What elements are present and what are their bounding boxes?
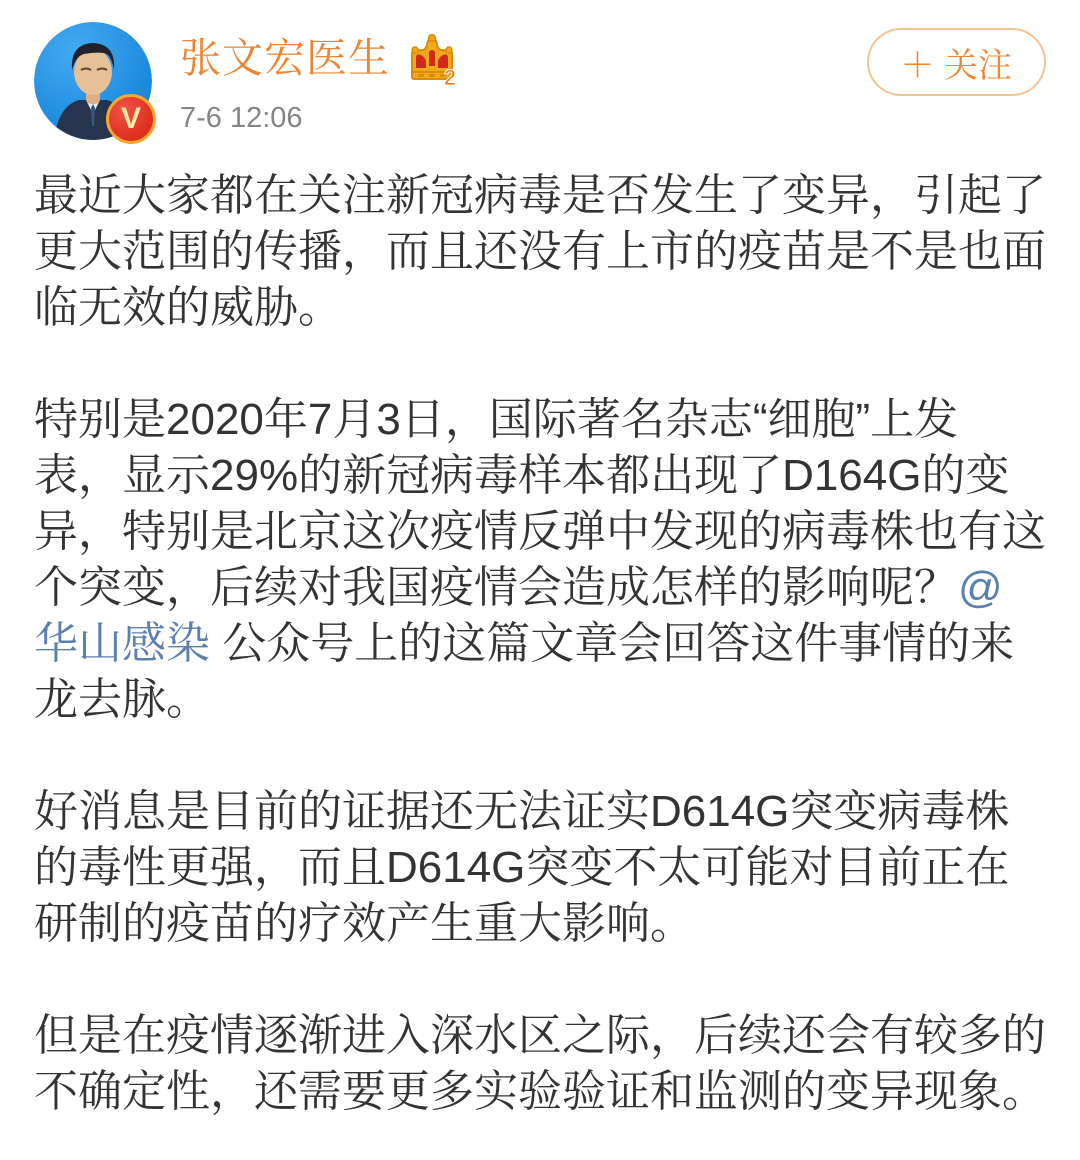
post-header bbox=[0, 22, 1080, 140]
follow-button[interactable]: ＋ 关注 bbox=[867, 28, 1046, 96]
post-paragraph-3: 好消息是目前的证据还无法证实D614G突变病毒株的毒性更强，而且D614G突变不太可能对目前正在研制的疫苗的疗效产生重大影响。 bbox=[34, 787, 1010, 948]
post-body bbox=[0, 168, 1080, 1120]
post-paragraph-2 bbox=[34, 392, 1046, 728]
vip-crown-icon[interactable] bbox=[404, 32, 460, 86]
paragraph-2-tail: 公众号上的这篇文章会回答这件事情的来龙去脉。 bbox=[34, 619, 1015, 724]
avatar[interactable] bbox=[34, 22, 152, 140]
user-name[interactable]: 张文宏医生 bbox=[180, 35, 390, 82]
user-info bbox=[180, 22, 867, 135]
vip-level-number: 2 bbox=[443, 65, 457, 86]
verified-v-icon: V bbox=[106, 94, 156, 144]
post-paragraph-1: 最近大家都在关注新冠病毒是否发生了变异，引起了更大范围的传播，而且还没有上市的疫苗是不是也面临无效的威胁。 bbox=[34, 171, 1046, 332]
mention-link-huashan[interactable]: @华山感染 bbox=[34, 563, 1003, 668]
post-paragraph-4: 但是在疫情逐渐进入深水区之际，后续还会有较多的不确定性，还需要更多实验验证和监测的变异现象。 bbox=[34, 1011, 1046, 1116]
post-timestamp: 7-6 12:06 bbox=[180, 102, 303, 134]
paragraph-2-text: 特别是2020年7月3日，国际著名杂志“细胞”上发表，显示29%的新冠病毒样本都出现了D164G的变异，特别是北京这次疫情反弹中发现的病毒株也有这个突变，后续对我国疫情会造成怎样的影响呢？ bbox=[34, 395, 1046, 612]
